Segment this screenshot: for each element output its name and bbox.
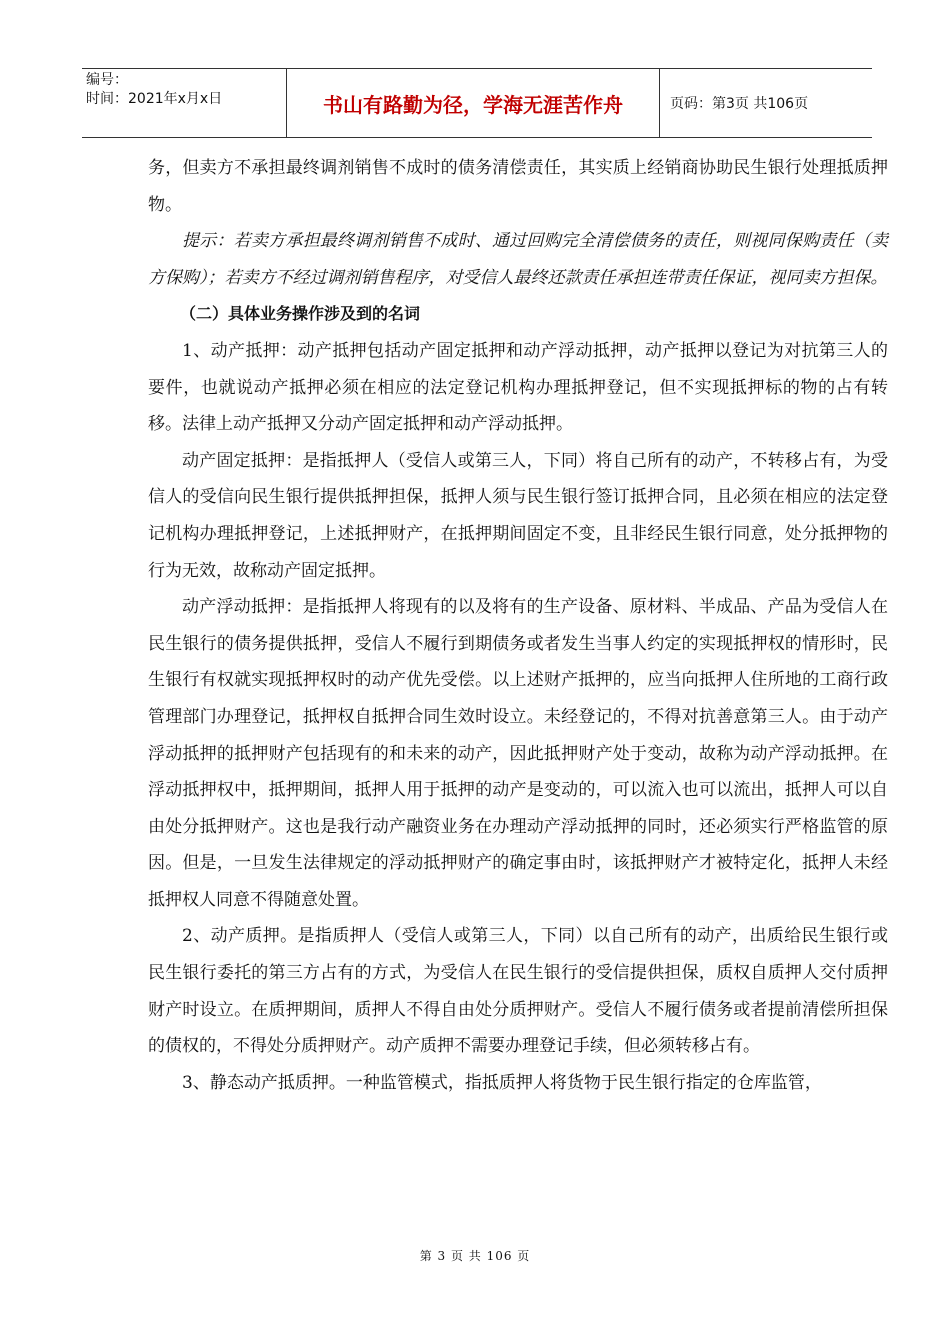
paragraph-movable-pledge: 2、动产质押。是指质押人（受信人或第三人，下同）以自己所有的动产，出质给民生银行或民生银行委托的第三方占有的方式，为受信人在民生银行的受信提供担保，质权自质押人交付质押财产时设立。在质押期间，质押人不得自由处分质押财产。受信人不履行债务或者提前清偿所担保的债权的，不得处分质押财产。动产质押不需要办理登记手续，但必须转移占有。 xyxy=(148,926,888,1057)
page-footer: 第 3 页 共 106 页 xyxy=(419,1249,531,1263)
section-heading: （二）具体业务操作涉及到的名词 xyxy=(180,304,421,324)
paragraph-movable-mortgage: 1、动产抵押：动产抵押包括动产固定抵押和动产浮动抵押，动产抵押以登记为对抗第三人的要件，也就说动产抵押必须在相应的法定登记机构办理抵押登记，但不实现抵押标的物的占有转移。法律上动产抵押又分动产固定抵押和动产浮动抵押。 xyxy=(148,340,888,435)
page-header xyxy=(82,68,872,138)
paragraph-continuation: 务，但卖方不承担最终调剂销售不成时的债务清偿责任，其实质上经销商协助民生银行处理抵质押物。 xyxy=(148,158,888,215)
paragraph-tip: 提示：若卖方承担最终调剂销售不成时、通过回购完全清偿债务的责任，则视同保购责任（卖方保购）；若卖方不经过调剂销售程序，对受信人最终还款责任承担连带责任保证，视同卖方担保。 xyxy=(148,231,888,288)
paragraph-fixed-mortgage: 动产固定抵押：是指抵押人（受信人或第三人，下同）将自己所有的动产，不转移占有，为受信人的受信向民生银行提供抵押担保，抵押人须与民生银行签订抵押合同，且必须在相应的法定登记机构办理抵押登记，上述抵押财产，在抵押期间固定不变，且非经民生银行同意，处分抵押物的行为无效，故称动产固定抵押。 xyxy=(148,450,888,581)
header-page-info: 页码：第3页 共106页 xyxy=(670,96,809,112)
paragraph-floating-mortgage: 动产浮动抵押：是指抵押人将现有的以及将有的生产设备、原材料、半成品、产品为受信人在民生银行的债务提供抵押，受信人不履行到期债务或者发生当事人约定的实现抵押权的情形时，民生银行有权就实现抵押权时的动产优先受偿。以上述财产抵押的，应当向抵押人住所地的工商行政管理部门办理登记，抵押权自抵押合同生效时设立。未经登记的，不得对抗善意第三人。由于动产浮动抵押的抵押财产包括现有的和未来的动产，因此抵押财产处于变动，故称为动产浮动抵押。在浮动抵押权中，抵押期间，抵押人用于抵押的动产是变动的，可以流入也可以流出，抵押人可以自由处分抵押财产。这也是我行动产融资业务在办理动产浮动抵押的同时，还必须实行严格监管的原因。但是，一旦发生法律规定的浮动抵押财产的确定事由时，该抵押财产才被特定化，抵押人未经抵押权人同意不得随意处置。 xyxy=(148,597,888,910)
document-time-label: 时间：2021年x月x日 xyxy=(86,91,223,107)
document-body xyxy=(148,150,888,1101)
document-number-label: 编号： xyxy=(86,72,128,88)
header-meta xyxy=(82,69,287,137)
header-motto: 书山有路勤为径，学海无涯苦作舟 xyxy=(287,69,660,137)
paragraph-static-pledge: 3、静态动产抵质押。一种监管模式，指抵质押人将货物于民生银行指定的仓库监管， xyxy=(182,1072,822,1093)
